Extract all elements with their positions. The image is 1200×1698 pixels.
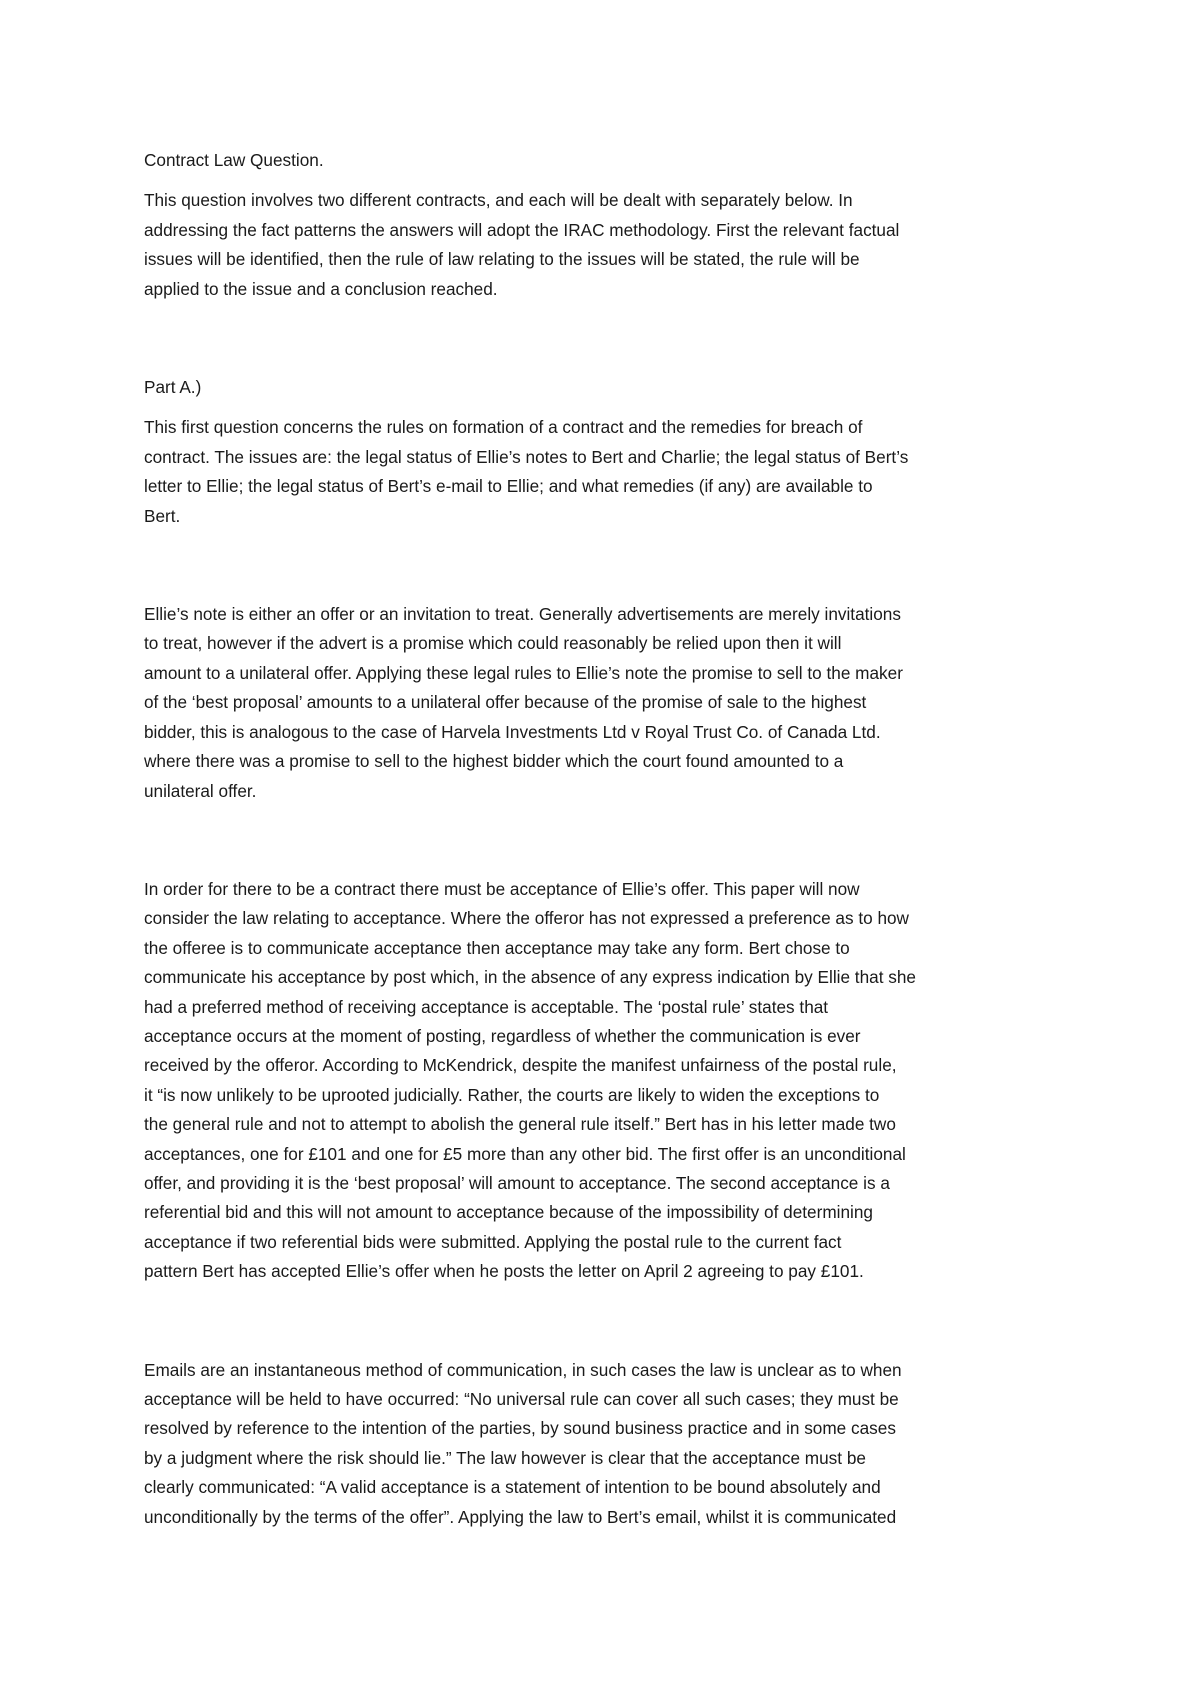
text-line: acceptance if two referential bids were submitted. Applying the postal rule to the current fact <box>144 1231 842 1252</box>
text-line: In order for there to be a contract there must be acceptance of Ellie’s offer. This paper will now <box>144 878 860 899</box>
text-line: This first question concerns the rules on formation of a contract and the remedies for breach of <box>144 417 863 438</box>
spacer <box>144 304 1064 373</box>
text-line: had a preferred method of receiving acceptance is acceptable. The ‘postal rule’ states that <box>144 996 829 1017</box>
document-body <box>144 146 1064 1532</box>
paragraph-offer <box>144 600 1064 806</box>
text-line: acceptance occurs at the moment of posting, regardless of whether the communication is ever <box>144 1025 861 1046</box>
text-line: resolved by reference to the intention of the parties, by sound business practice and in some cases <box>144 1418 896 1439</box>
text-line: where there was a promise to sell to the highest bidder which the court found amounted to a <box>144 751 844 772</box>
text-line: unilateral offer. <box>144 780 257 801</box>
text-line: the general rule and not to attempt to abolish the general rule itself.” Bert has in his letter made two <box>144 1114 896 1135</box>
text-line: consider the law relating to acceptance. Where the offeror has not expressed a preference as to how <box>144 908 909 929</box>
text-line: offer, and providing it is the ‘best proposal’ will amount to acceptance. The second acceptance is a <box>144 1172 890 1193</box>
text-line: to treat, however if the advert is a promise which could reasonably be relied upon then it will <box>144 633 842 654</box>
text-line: acceptances, one for £101 and one for £5 more than any other bid. The first offer is an unconditional <box>144 1143 906 1164</box>
text-line: Ellie’s note is either an offer or an invitation to treat. Generally advertisements are merely invitations <box>144 604 901 625</box>
spacer <box>144 531 1064 600</box>
text-line: applied to the issue and a conclusion reached. <box>144 278 498 299</box>
paragraph-issues <box>144 413 1064 531</box>
text-line: of the ‘best proposal’ amounts to a unilateral offer because of the promise of sale to the highest <box>144 692 867 713</box>
text-line: This question involves two different contracts, and each will be dealt with separately below. In <box>144 190 853 211</box>
text-line: bidder, this is analogous to the case of Harvela Investments Ltd v Royal Trust Co. of Canada Ltd. <box>144 721 881 742</box>
spacer <box>144 402 1064 413</box>
spacer <box>144 806 1064 875</box>
text-line: received by the offeror. According to McKendrick, despite the manifest unfairness of the postal rule, <box>144 1055 897 1076</box>
text-line: communicate his acceptance by post which, in the absence of any express indication by Ellie that she <box>144 967 916 988</box>
text-line: letter to Ellie; the legal status of Bert’s e-mail to Ellie; and what remedies (if any) are available to <box>144 476 873 497</box>
intro-paragraph <box>144 186 1064 304</box>
part-heading: Part A.) <box>144 377 202 398</box>
paragraph-email <box>144 1356 1064 1532</box>
text-line: acceptance will be held to have occurred: “No universal rule can cover all such cases; they must be <box>144 1389 899 1409</box>
text-line: referential bid and this will not amount to acceptance because of the impossibility of determining <box>144 1202 873 1223</box>
text-line: unconditionally by the terms of the offer”. Applying the law to Bert’s email, whilst it is communicated <box>144 1506 897 1527</box>
spacer <box>144 1287 1064 1356</box>
text-line: contract. The issues are: the legal status of Ellie’s notes to Bert and Charlie; the legal status of Bert’s <box>144 446 909 467</box>
text-line: clearly communicated: “A valid acceptance is a statement of intention to be bound absolutely and <box>144 1477 881 1498</box>
document-title: Contract Law Question. <box>144 150 324 170</box>
text-line: it “is now unlikely to be uprooted judicially. Rather, the courts are likely to widen the exceptions to <box>144 1084 880 1105</box>
text-line: Bert. <box>144 505 181 526</box>
text-line: the offeree is to communicate acceptance then acceptance may take any form. Bert chose to <box>144 937 850 958</box>
text-line: by a judgment where the risk should lie.” The law however is clear that the acceptance must be <box>144 1447 866 1468</box>
text-line: issues will be identified, then the rule of law relating to the issues will be stated, the rule will be <box>144 249 860 270</box>
paragraph-acceptance <box>144 875 1064 1287</box>
spacer <box>144 175 1064 186</box>
text-line: addressing the fact patterns the answers will adopt the IRAC methodology. First the relevant factual <box>144 219 900 240</box>
text-line: pattern Bert has accepted Ellie’s offer when he posts the letter on April 2 agreeing to pay £101. <box>144 1261 864 1282</box>
text-line: amount to a unilateral offer. Applying these legal rules to Ellie’s note the promise to sell to the maker <box>144 662 903 683</box>
text-line: Emails are an instantaneous method of communication, in such cases the law is unclear as to when <box>144 1359 902 1380</box>
